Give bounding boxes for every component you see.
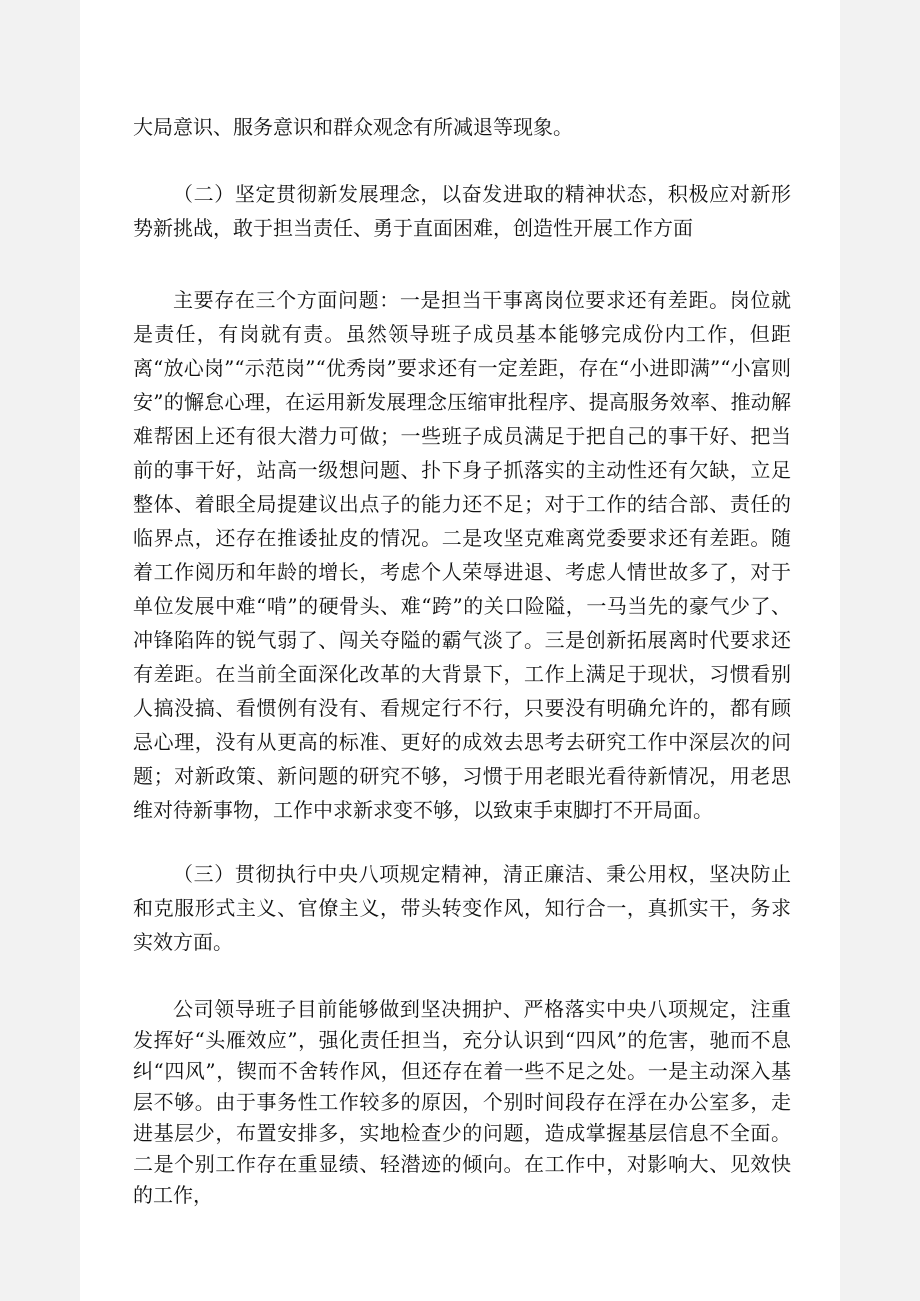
section-heading-3: （三）贯彻执行中央八项规定精神，清正廉洁、秉公用权，坚决防止和克服形式主义、官僚主义，带头转变作风，知行合一，真抓实干，务求实效方面。 [133, 862, 791, 954]
paragraph-section-2-body: 主要存在三个方面问题：一是担当干事离岗位要求还有差距。岗位就是责任，有岗就有责。虽然领导班子成员基本能够完成份内工作，但距离“放心岗”“示范岗”“优秀岗”要求还有一定差距，存在“小进即满”“小富则安”的懈怠心理，在运用新发展理念压缩审批程序、提高服务效率、推动解难帮困上还有很大潜力可做；一些班子成员满足于把自己的事干好、把当前的事干好，站高一级想问题、扑下身子抓落实的主动性还有欠缺，立足整体、着眼全局提建议出点子的能力还不足；对于工作的结合部、责任的临界点，还存在推诿扯皮的情况。二是攻坚克难离党委要求还有差距。随着工作阅历和年龄的增长，考虑个人荣辱进退、考虑人情世故多了，对于单位发展中难“啃”的硬骨头、难“跨”的关口险隘，一马当先的豪气少了、冲锋陷阵的锐气弱了、闯关夺隘的霸气淡了。三是创新拓展离时代要求还有差距。在当前全面深化改革的大背景下，工作上满足于现状，习惯看别人搞没搞、看惯例有没有、看规定行不行，只要没有明确允许的，都有顾忌心理，没有从更高的标准、更好的成效去思考去研究工作中深层次的问题；对新政策、新问题的研究不够，习惯于用老眼光看待新情况，用老思维对待新事物，工作中求新求变不够，以致束手束脚打不开局面。 [133, 288, 791, 822]
paragraph-continuation: 大局意识、服务意识和群众观念有所减退等现象。 [133, 115, 573, 139]
paragraph-section-3-body: 公司领导班子目前能够做到坚决拥护、严格落实中央八项规定，注重发挥好“头雁效应”，强化责任担当，充分认识到“四风”的危害，驰而不息纠“四风”，锲而不舍转作风，但还存在着一些不足之处。一是主动深入基层不够。由于事务性工作较多的原因，个别时间段存在浮在办公室多，走进基层少，布置安排多，实地检查少的问题，造成掌握基层信息不全面。二是个别工作存在重显绩、轻潜迹的倾向。在工作中，对影响大、见效快的工作， [133, 997, 791, 1207]
section-heading-2: （二）坚定贯彻新发展理念，以奋发进取的精神状态，积极应对新形势新挑战，敢于担当责任、勇于直面困难，创造性开展工作方面 [133, 182, 791, 240]
